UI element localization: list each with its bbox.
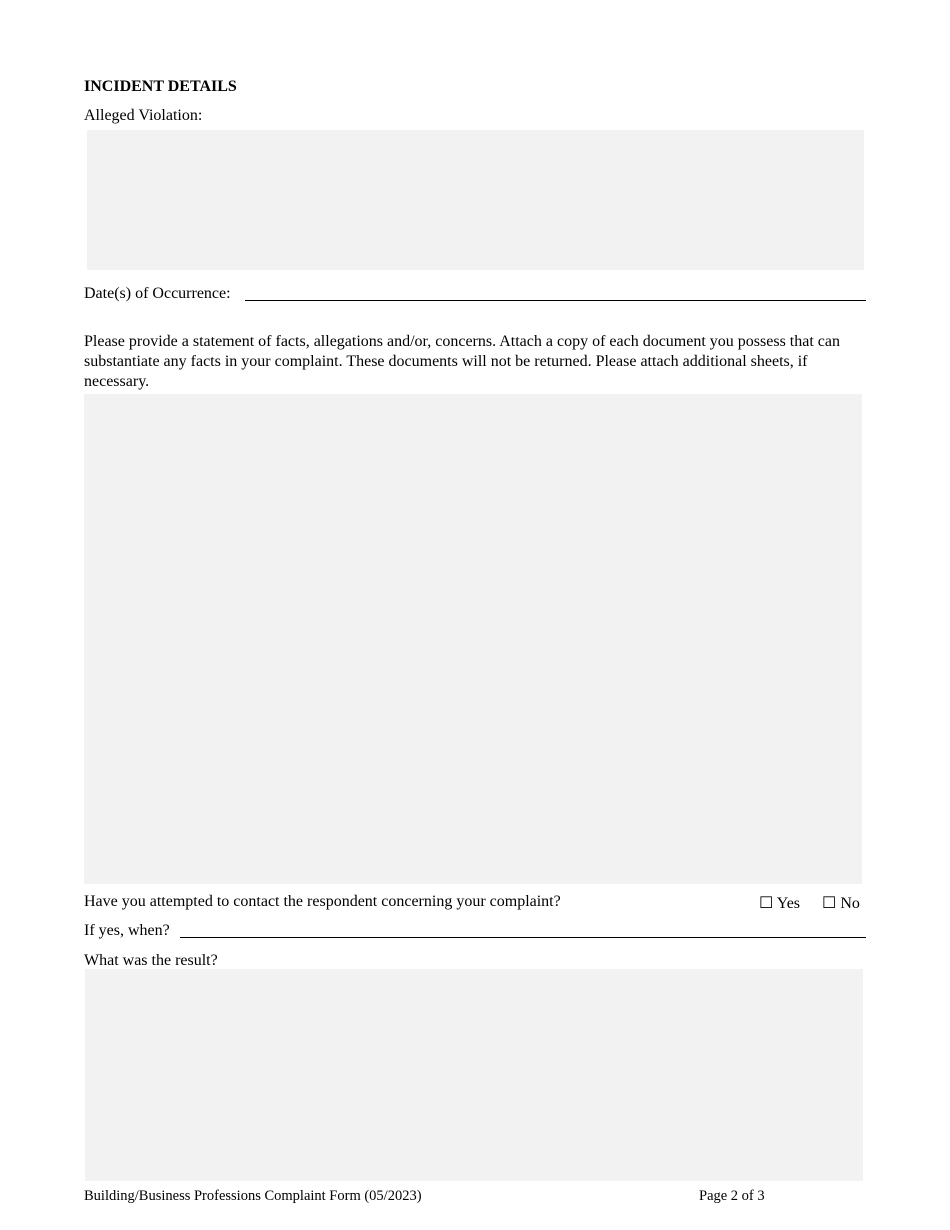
no-checkbox[interactable]: ☐ No — [822, 895, 860, 912]
result-label: What was the result? — [84, 952, 218, 969]
section-title: INCIDENT DETAILS — [84, 78, 237, 95]
yes-checkbox[interactable]: ☐ Yes — [759, 895, 801, 912]
statement-instructions: Please provide a statement of facts, allegations and/or, concerns. Attach a copy of each document you possess that can substantiate any facts in your complaint. These documents will not be returned. Please attach additional sheets, if necessary. — [84, 333, 840, 390]
alleged-violation-field[interactable] — [87, 130, 864, 270]
result-field[interactable] — [85, 969, 863, 1181]
footer-page-number: Page 2 of 3 — [699, 1188, 765, 1204]
alleged-violation-label: Alleged Violation: — [84, 107, 203, 124]
if-yes-label: If yes, when? — [84, 922, 170, 939]
statement-field[interactable] — [84, 394, 862, 884]
contact-question: Have you attempted to contact the respondent concerning your complaint? — [84, 893, 561, 910]
dates-field[interactable] — [245, 300, 866, 301]
if-yes-field[interactable] — [180, 937, 866, 938]
footer-form-name: Building/Business Professions Complaint Form (05/2023) — [84, 1188, 422, 1204]
dates-label: Date(s) of Occurrence: — [84, 285, 231, 302]
